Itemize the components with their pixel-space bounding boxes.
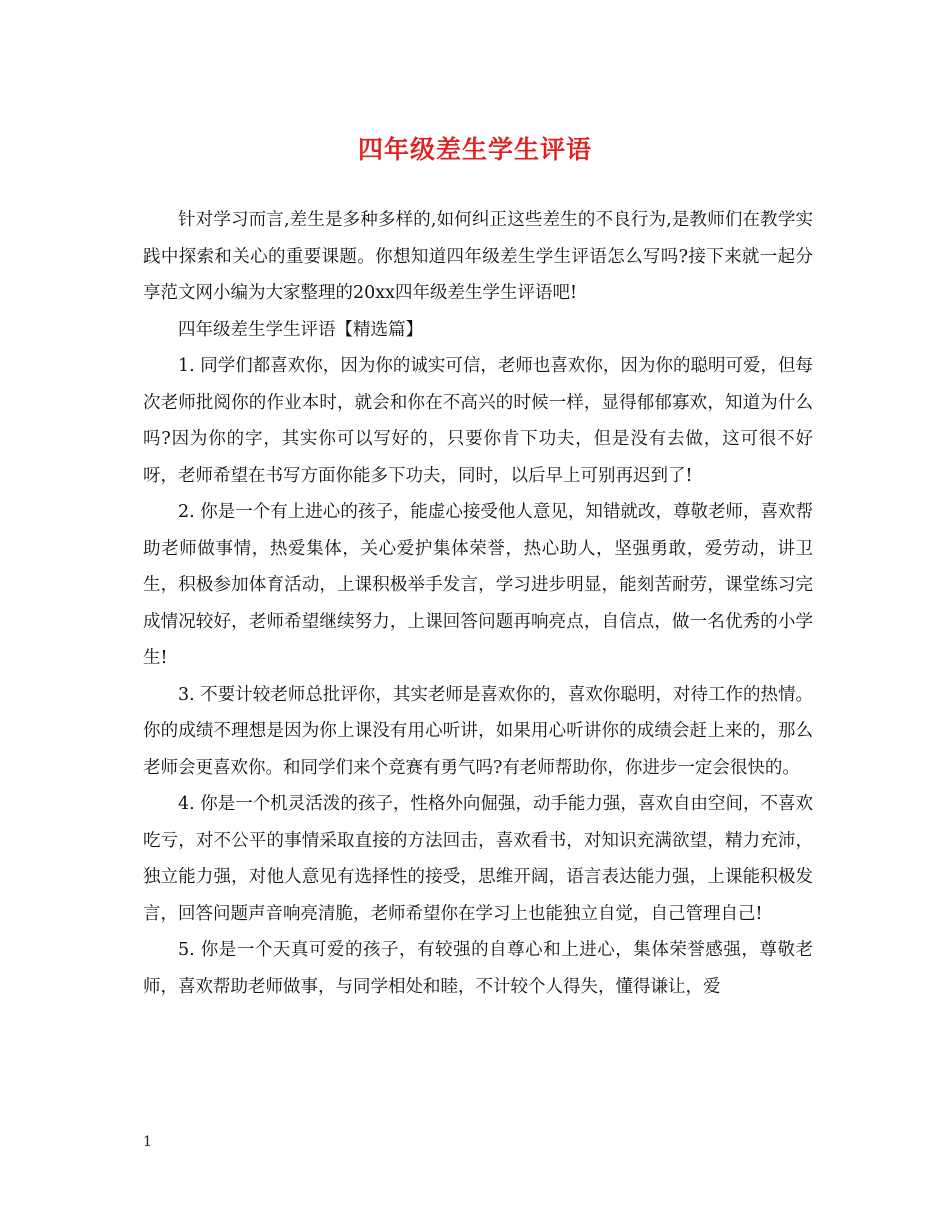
comment-paragraph-3: 3. 不要计较老师总批评你，其实老师是喜欢你的，喜欢你聪明，对待工作的热情。你的成绩不理想是因为你上课没有用心听讲，如果用心听讲你的成绩会赶上来的，那么老师会更喜欢你。和同学们来个竞赛有勇气吗?有老师帮助你，你进步一定会很快的。 <box>143 684 813 778</box>
comment-paragraph-2: 2. 你是一个有上进心的孩子，能虚心接受他人意见，知错就改，尊敬老师，喜欢帮助老师做事情，热爱集体，关心爱护集体荣誉，热心助人，坚强勇敢，爱劳动，讲卫生，积极参加体育活动，上课积极举手发言，学习进步明显，能刻苦耐劳，课堂练习完成情况较好，老师希望继续努力，上课回答问题再响亮点，自信点，做一名优秀的小学生! <box>143 502 813 668</box>
intro-paragraph: 针对学习而言,差生是多种多样的,如何纠正这些差生的不良行为,是教师们在教学实践中探索和关心的重要课题。你想知道四年级差生学生评语怎么写吗?接下来就一起分享范文网小编为大家整理的20xx四年级差生学生评语吧! <box>143 210 813 303</box>
comment-paragraph-4: 4. 你是一个机灵活泼的孩子，性格外向倔强，动手能力强，喜欢自由空间，不喜欢吃亏，对不公平的事情采取直接的方法回击，喜欢看书，对知识充满欲望，精力充沛，独立能力强，对他人意见有选择性的接受，思维开阔，语言表达能力强，上课能积极发言，回答问题声音响亮清脆，老师希望你在学习上也能独立自觉，自己管理自己! <box>143 794 813 924</box>
document-title: 四年级差生学生评语 <box>357 135 592 164</box>
document-body <box>143 202 813 1005</box>
comment-paragraph-5: 5. 你是一个天真可爱的孩子，有较强的自尊心和上进心，集体荣誉感强，尊敬老师，喜欢帮助老师做事，与同学相处和睦，不计较个人得失，懂得谦让，爱 <box>143 940 813 997</box>
page-number: 1 <box>143 1134 152 1150</box>
comment-paragraph-1: 1. 同学们都喜欢你，因为你的诚实可信，老师也喜欢你，因为你的聪明可爱，但每次老师批阅你的作业本时，就会和你在不高兴的时候一样，显得郁郁寡欢，知道为什么吗?因为你的字，其实你可以写好的，只要你肯下功夫，但是没有去做，这可很不好呀，老师希望在书写方面你能多下功夫，同时，以后早上可别再迟到了! <box>143 356 813 486</box>
section-heading: 四年级差生学生评语【精选篇】 <box>178 319 423 340</box>
